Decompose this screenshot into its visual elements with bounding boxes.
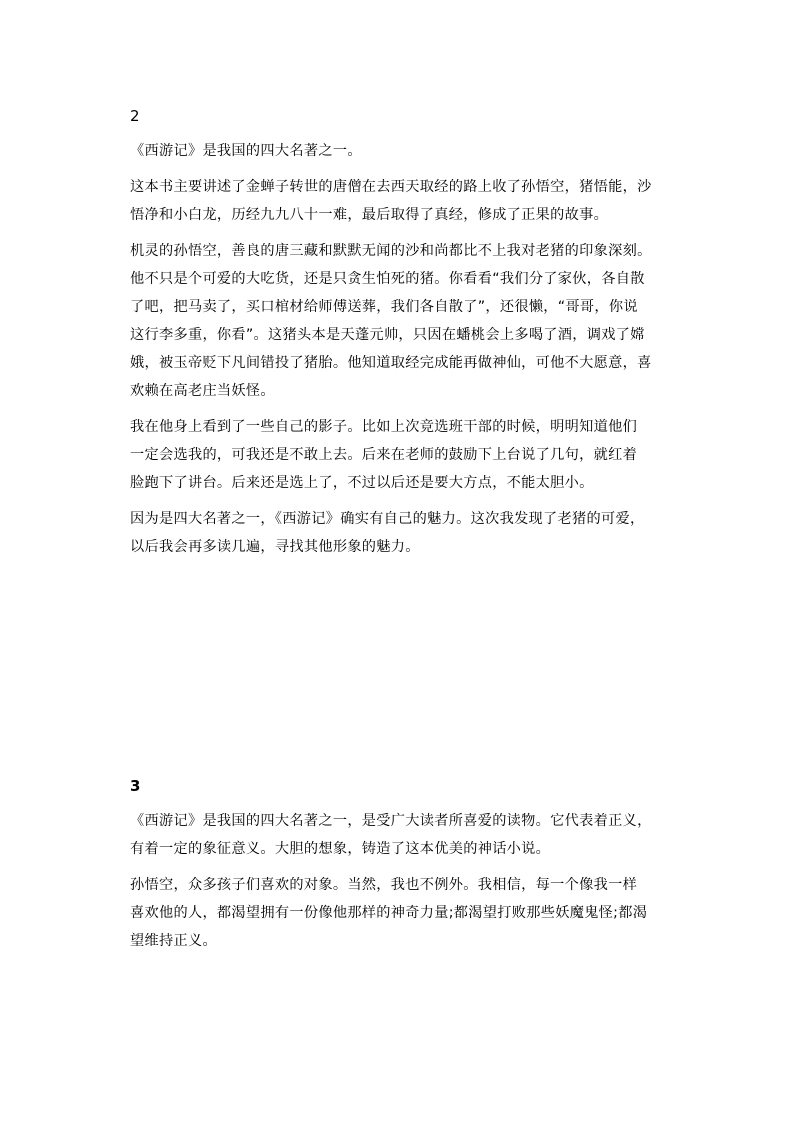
text-line: 了吧，把马卖了，买口棺材给师傅送葬，我们各自散了”，还很懒，“哥哥，你说: [130, 299, 638, 315]
paragraph: [130, 237, 670, 405]
essay-section-3: [130, 774, 670, 955]
text-line: 喜欢他的人，都渴望拥有一份像他那样的神奇力量;都渴望打败那些妖魔鬼怪;都渴: [130, 905, 648, 921]
text-line: 一定会选我的，可我还是不敢上去。后来在老师的鼓励下上台说了几句，就红着: [130, 447, 638, 463]
paragraph: [130, 413, 670, 497]
section-number: 2: [130, 107, 140, 125]
text-line: 悟净和小白龙，历经九九八十一难，最后取得了真经，修成了正果的故事。: [130, 207, 609, 223]
text-line: 我在他身上看到了一些自己的影子。比如上次竞选班干部的时候，明明知道他们: [130, 419, 638, 435]
section-number: 3: [130, 777, 141, 795]
paragraph: [130, 871, 670, 955]
text-line: 机灵的孙悟空，善良的唐三藏和默默无闻的沙和尚都比不上我对老猪的印象深刻。: [130, 243, 652, 259]
text-line: 这行李多重，你看”。这猪头本是天蓬元帅，只因在蟠桃会上多喝了酒，调戏了嫦: [130, 327, 645, 343]
paragraph: [130, 505, 670, 561]
paragraph: [130, 173, 670, 229]
text-line: 因为是四大名著之一，《西游记》确实有自己的魅力。这次我发现了老猪的可爱，: [130, 511, 645, 527]
text-line: 有着一定的象征意义。大胆的想象，铸造了这本优美的神话小说。: [130, 841, 551, 857]
text-line: 孙悟空，众多孩子们喜欢的对象。当然，我也不例外。我相信，每一个像我一样: [130, 877, 638, 893]
essay-section-2: [130, 104, 670, 561]
text-line: 脸跑下了讲台。后来还是选上了，不过以后还是要大方点，不能太胆小。: [130, 475, 594, 491]
paragraph: [130, 807, 670, 863]
text-line: 《西游记》是我国的四大名著之一。: [130, 143, 362, 159]
text-line: 《西游记》是我国的四大名著之一，是受广大读者所喜爱的读物。它代表着正义，: [130, 813, 652, 829]
text-line: 他不只是个可爱的大吃货，还是只贪生怕死的猪。你看看“我们分了家伙，各自散: [130, 271, 645, 287]
text-line: 望维持正义。: [130, 933, 217, 949]
text-line: 娥，被玉帝贬下凡间错投了猪胎。他知道取经完成能再做神仙，可他不大愿意，喜: [130, 355, 652, 371]
text-line: 以后我会再多读几遍，寻找其他形象的魅力。: [130, 539, 420, 555]
text-line: 这本书主要讲述了金蝉子转世的唐僧在去西天取经的路上收了孙悟空，猪悟能，沙: [130, 179, 652, 195]
text-line: 欢赖在高老庄当妖怪。: [130, 383, 275, 399]
paragraph: [130, 137, 670, 165]
